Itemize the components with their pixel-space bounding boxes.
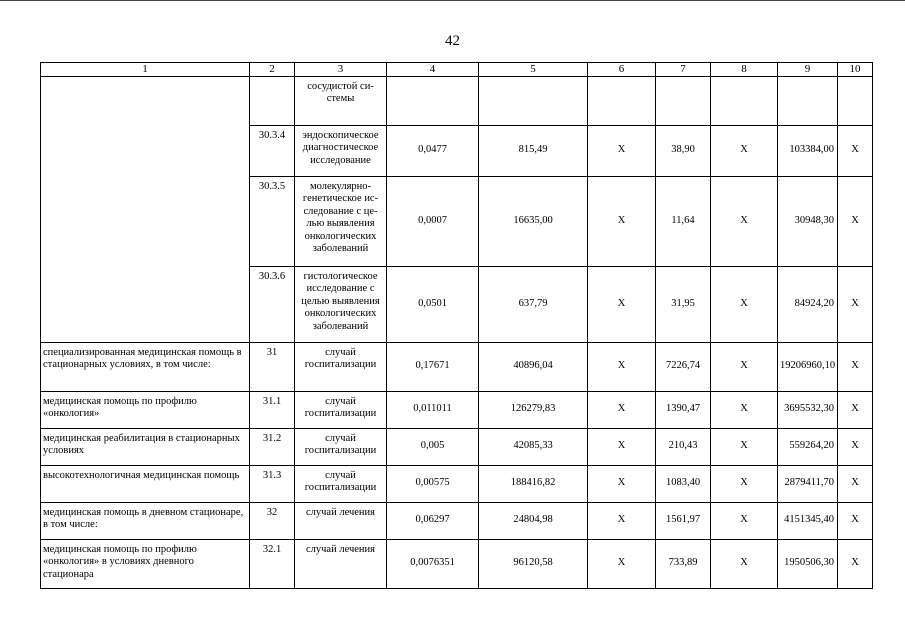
cell-name: медицинская помощь по профилю «онкология» — [41, 391, 250, 428]
cell-value: X — [711, 539, 778, 588]
column-header: 2 — [250, 63, 295, 77]
cell-value: 126279,83 — [479, 391, 588, 428]
cell-value: X — [588, 428, 656, 465]
cell-value — [711, 76, 778, 125]
column-header: 4 — [387, 63, 479, 77]
cell-value: 38,90 — [656, 125, 711, 176]
cell-value: 4151345,40 — [778, 502, 838, 539]
cell-value: X — [838, 428, 873, 465]
cell-value: 637,79 — [479, 266, 588, 342]
cell-value: 24804,98 — [479, 502, 588, 539]
cell-name: высокотехнологичная медицинская помощь — [41, 465, 250, 502]
cell-value: 733,89 — [656, 539, 711, 588]
cell-value — [778, 76, 838, 125]
cell-value: 42085,33 — [479, 428, 588, 465]
table-row — [41, 76, 873, 125]
cell-code — [250, 76, 295, 125]
cell-value: 210,43 — [656, 428, 711, 465]
cell-value: X — [711, 502, 778, 539]
cell-value: X — [838, 465, 873, 502]
cell-unit: случай госпитализации — [295, 391, 387, 428]
cell-value: 559264,20 — [778, 428, 838, 465]
cell-value: X — [588, 342, 656, 391]
cell-value: X — [588, 125, 656, 176]
cell-value: 1950506,30 — [778, 539, 838, 588]
cell-value — [479, 76, 588, 125]
cell-value: 7226,74 — [656, 342, 711, 391]
cell-value: X — [838, 342, 873, 391]
column-header: 7 — [656, 63, 711, 77]
cell-value: X — [838, 176, 873, 266]
cell-unit: молекулярно-генетическое ис-следование с це-лью выявления онкологических заболеваний — [295, 176, 387, 266]
cell-value: 3695532,30 — [778, 391, 838, 428]
cell-code: 31.1 — [250, 391, 295, 428]
header-row — [41, 63, 873, 77]
cell-code: 30.3.6 — [250, 266, 295, 342]
column-header: 6 — [588, 63, 656, 77]
cell-unit: случай госпитализации — [295, 465, 387, 502]
cell-value: 1390,47 — [656, 391, 711, 428]
cell-value: X — [711, 391, 778, 428]
table-row — [41, 539, 873, 588]
cell-value — [656, 76, 711, 125]
cell-value: X — [711, 465, 778, 502]
cell-value: X — [711, 125, 778, 176]
cell-value: 2879411,70 — [778, 465, 838, 502]
cell-code: 32.1 — [250, 539, 295, 588]
cell-value: X — [838, 125, 873, 176]
column-header: 8 — [711, 63, 778, 77]
cell-value: 0,0477 — [387, 125, 479, 176]
cell-unit: сосудистой си-стемы — [295, 76, 387, 125]
cell-code: 30.3.5 — [250, 176, 295, 266]
cell-value: 16635,00 — [479, 176, 588, 266]
table-row — [41, 465, 873, 502]
cell-code: 30.3.4 — [250, 125, 295, 176]
cell-value: 30948,30 — [778, 176, 838, 266]
cell-value: 103384,00 — [778, 125, 838, 176]
cell-code: 31.2 — [250, 428, 295, 465]
cell-unit: случай лечения — [295, 502, 387, 539]
column-header: 5 — [479, 63, 588, 77]
cell-value: X — [711, 176, 778, 266]
cell-value: X — [588, 502, 656, 539]
table-row — [41, 428, 873, 465]
cell-value: 11,64 — [656, 176, 711, 266]
cell-code: 31.3 — [250, 465, 295, 502]
cell-value: 96120,58 — [479, 539, 588, 588]
cell-value: X — [838, 266, 873, 342]
cell-value: 0,011011 — [387, 391, 479, 428]
cell-value: 188416,82 — [479, 465, 588, 502]
cell-value: 40896,04 — [479, 342, 588, 391]
table-row — [41, 502, 873, 539]
cell-value: 1561,97 — [656, 502, 711, 539]
cell-value — [588, 76, 656, 125]
cell-value: 19206960,10 — [778, 342, 838, 391]
cell-value — [838, 76, 873, 125]
cell-value: 0,06297 — [387, 502, 479, 539]
cell-unit: случай госпитализации — [295, 428, 387, 465]
cell-value: 0,0501 — [387, 266, 479, 342]
cell-name: медицинская реабилитация в стационарных условиях — [41, 428, 250, 465]
cell-value: X — [838, 502, 873, 539]
cell-name: медицинская помощь по профилю «онкология» в условиях дневного стационара — [41, 539, 250, 588]
cell-value: X — [588, 465, 656, 502]
cell-value: 0,0007 — [387, 176, 479, 266]
cell-value: 0,005 — [387, 428, 479, 465]
cell-code: 31 — [250, 342, 295, 391]
cell-unit: случай лечения — [295, 539, 387, 588]
column-header: 9 — [778, 63, 838, 77]
cell-value: 0,0076351 — [387, 539, 479, 588]
page-number: 42 — [445, 33, 460, 49]
top-rule — [0, 0, 905, 1]
cell-value: X — [711, 428, 778, 465]
cell-code: 32 — [250, 502, 295, 539]
cell-unit: случай госпитализации — [295, 342, 387, 391]
cell-name: медицинская помощь в дневном стационаре, в том числе: — [41, 502, 250, 539]
cell-value: 84924,20 — [778, 266, 838, 342]
column-header: 3 — [295, 63, 387, 77]
cell-unit: эндоскопическое диагностическое исследование — [295, 125, 387, 176]
cell-name — [41, 76, 250, 342]
cell-value: X — [588, 176, 656, 266]
cell-value: X — [838, 391, 873, 428]
data-table — [40, 62, 873, 589]
column-header: 1 — [41, 63, 250, 77]
table-row — [41, 391, 873, 428]
cell-value — [387, 76, 479, 125]
cell-value: 31,95 — [656, 266, 711, 342]
cell-value: X — [588, 266, 656, 342]
cell-value: 815,49 — [479, 125, 588, 176]
cell-name: специализированная медицинская помощь в стационарных условиях, в том числе: — [41, 342, 250, 391]
cell-value: X — [588, 539, 656, 588]
cell-value: 1083,40 — [656, 465, 711, 502]
cell-value: X — [711, 342, 778, 391]
cell-value: 0,17671 — [387, 342, 479, 391]
cell-value: X — [711, 266, 778, 342]
cell-value: X — [838, 539, 873, 588]
table-row — [41, 342, 873, 391]
cell-unit: гистологическое исследование с целью выявления онкологических заболеваний — [295, 266, 387, 342]
cell-value: X — [588, 391, 656, 428]
column-header: 10 — [838, 63, 873, 77]
cell-value: 0,00575 — [387, 465, 479, 502]
